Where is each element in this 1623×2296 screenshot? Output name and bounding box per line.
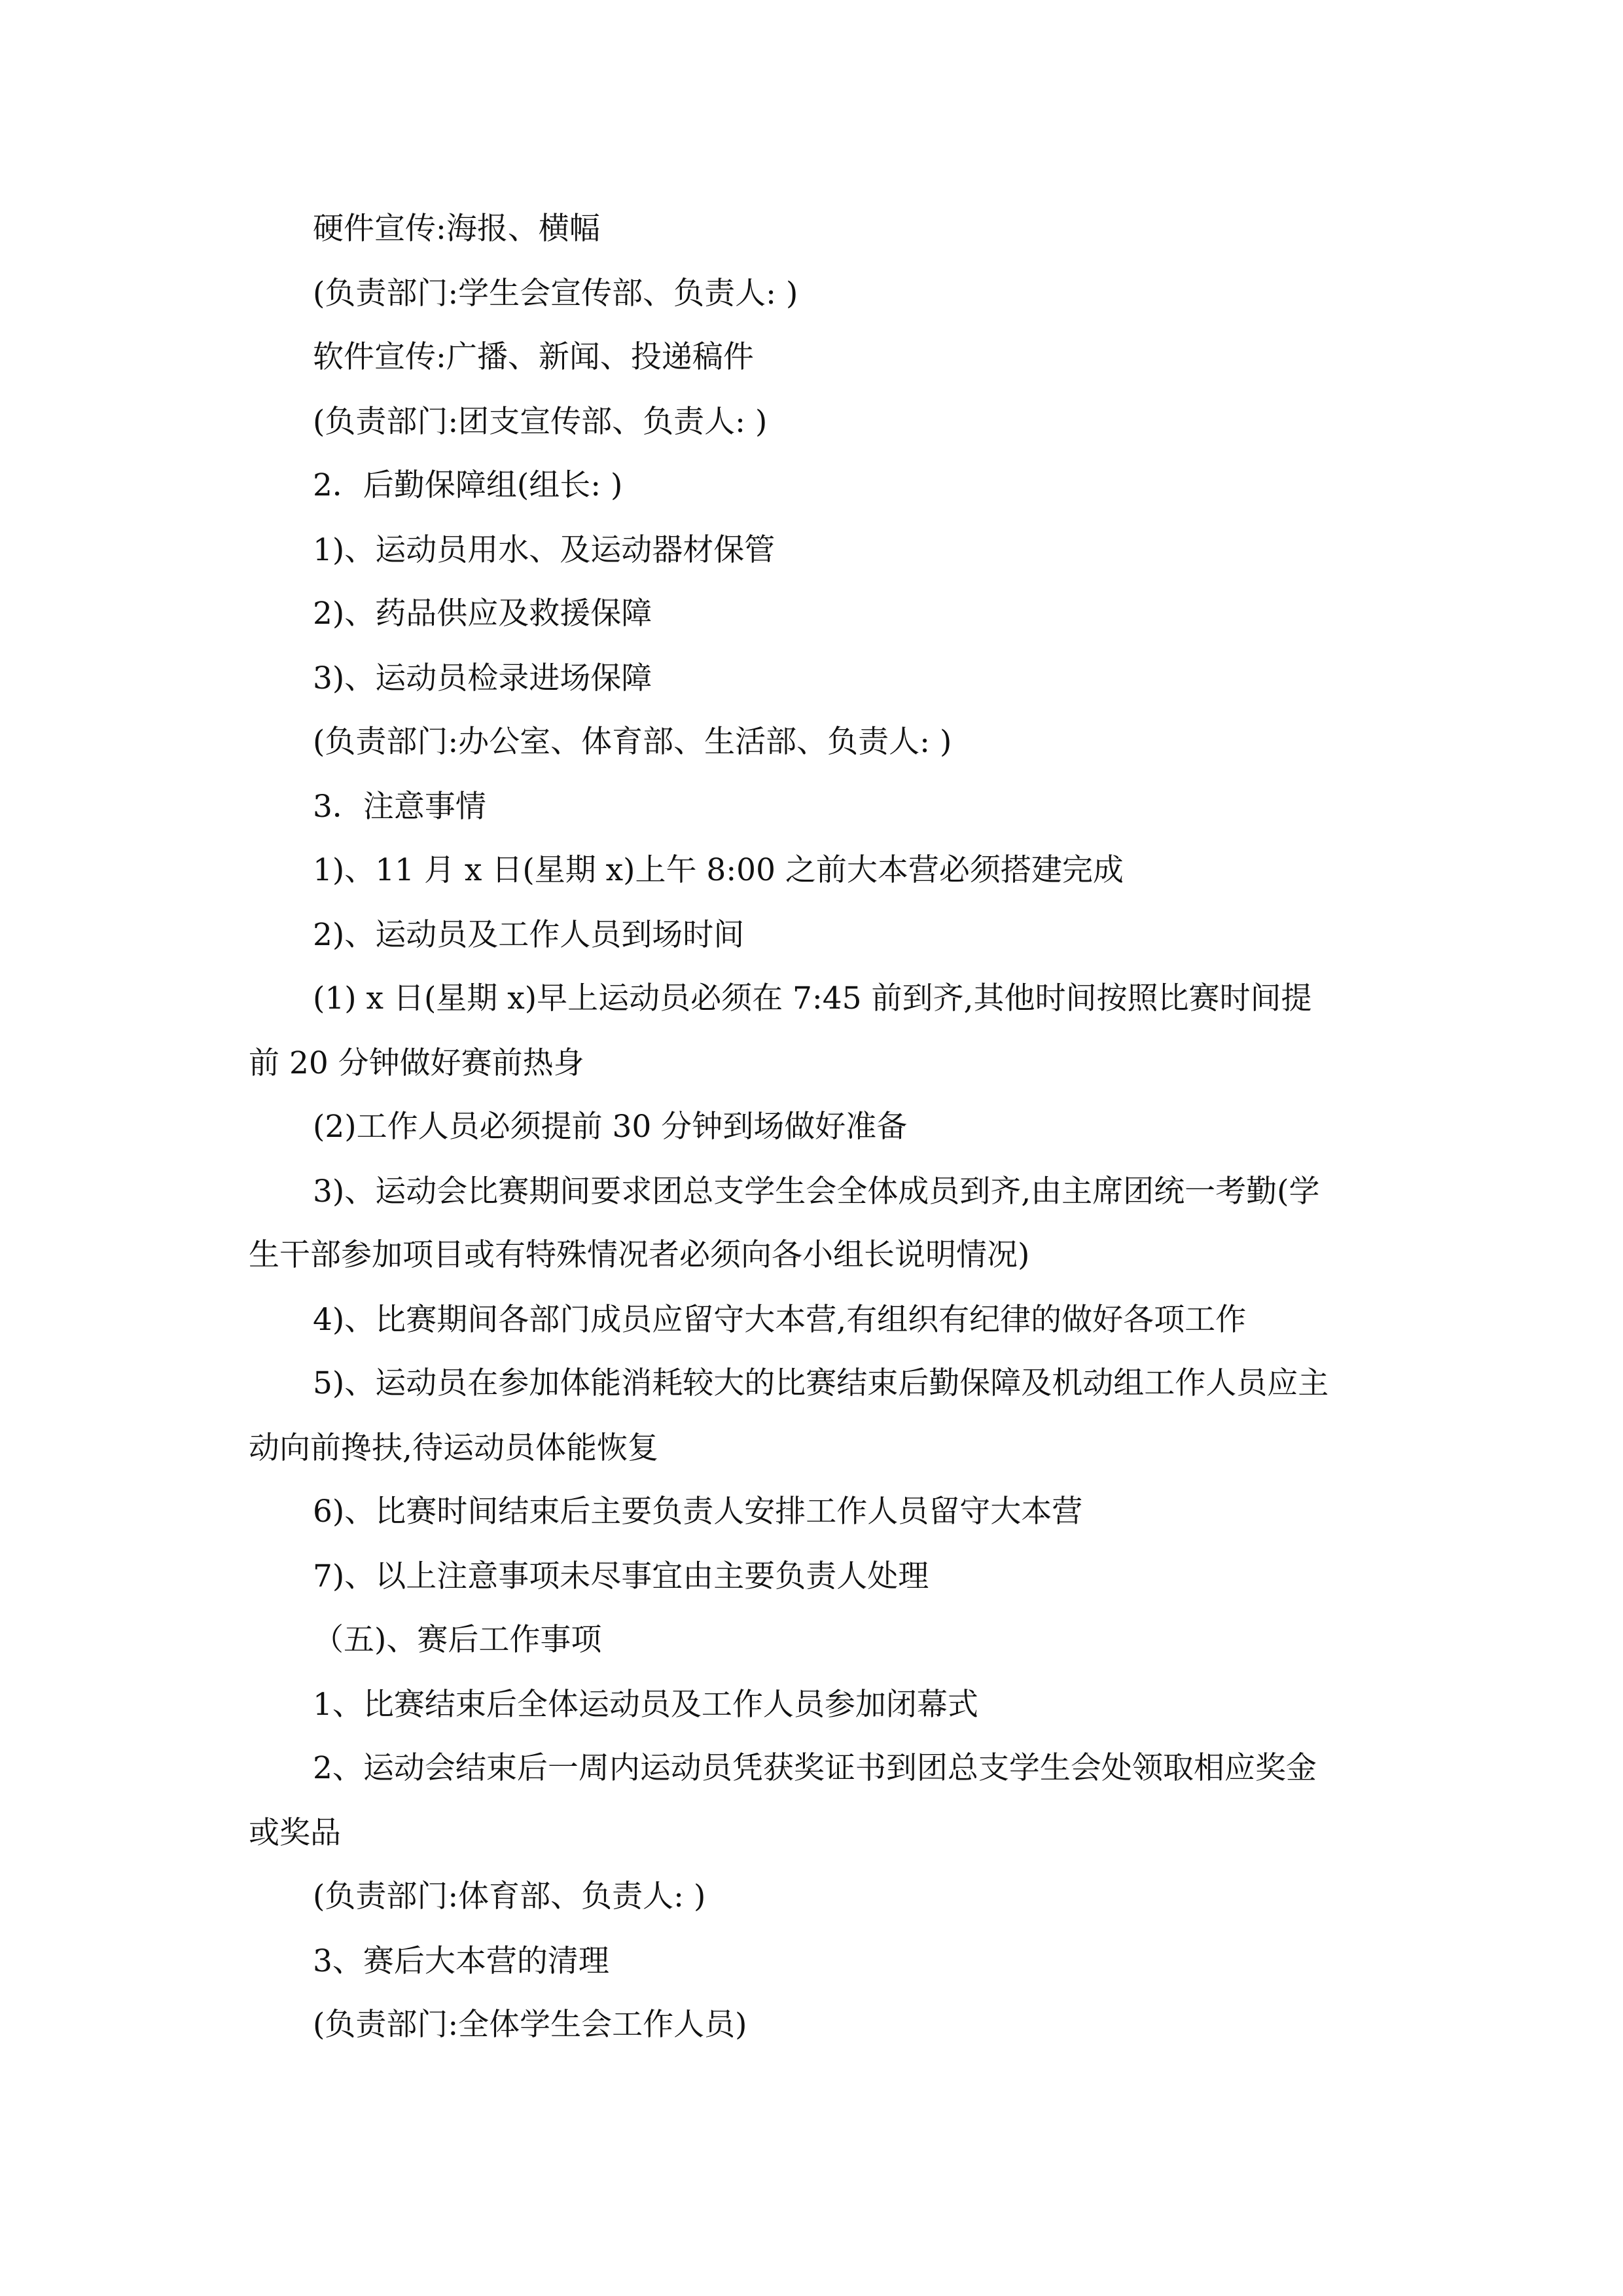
line-logistics-item-1: 1)、运动员用水、及运动器材保管	[313, 532, 776, 568]
line-note-7: 7)、以上注意事项未尽事宜由主要负责人处理	[313, 1558, 929, 1594]
line-dept-sports: (负责部门:体育部、负责人: )	[313, 1878, 706, 1914]
line-dept-publicity-league: (负责部门:团支宣传部、负责人: )	[313, 404, 768, 440]
line-note-2-sub-1-cont: 前 20 分钟做好赛前热身	[249, 1045, 584, 1081]
line-note-2: 2)、运动员及工作人员到场时间	[313, 917, 745, 953]
line-post-match-3: 3、赛后大本营的清理	[313, 1943, 609, 1979]
line-note-2-sub-1: (1) x 日(星期 x)早上运动员必须在 7:45 前到齐,其他时间按照比赛时间提	[313, 980, 1312, 1016]
line-note-2-sub-2: (2)工作人员必须提前 30 分钟到场做好准备	[313, 1109, 908, 1145]
line-post-match-heading: （五)、赛后工作事项	[313, 1622, 602, 1658]
line-dept-all-staff: (负责部门:全体学生会工作人员)	[313, 2007, 747, 2043]
line-logistics-group: 2．后勤保障组(组长: )	[313, 467, 623, 503]
line-notes-heading: 3．注意事情	[313, 789, 486, 825]
line-note-3-cont: 生干部参加项目或有特殊情况者必须向各小组长说明情况)	[249, 1237, 1030, 1273]
line-logistics-item-2: 2)、药品供应及救援保障	[313, 596, 652, 632]
line-post-match-1: 1、比赛结束后全体运动员及工作人员参加闭幕式	[313, 1687, 978, 1723]
line-post-match-2-cont: 或奖品	[249, 1815, 341, 1851]
line-note-4: 4)、比赛期间各部门成员应留守大本营,有组织有纪律的做好各项工作	[313, 1302, 1247, 1338]
line-hardware-publicity: 硬件宣传:海报、横幅	[313, 211, 600, 247]
line-note-5: 5)、运动员在参加体能消耗较大的比赛结束后勤保障及机动组工作人员应主	[313, 1365, 1329, 1401]
line-dept-publicity-su: (负责部门:学生会宣传部、负责人: )	[313, 276, 798, 312]
line-software-publicity: 软件宣传:广播、新闻、投递稿件	[313, 339, 754, 375]
line-note-6: 6)、比赛时间结束后主要负责人安排工作人员留守大本营	[313, 1494, 1083, 1530]
line-note-5-cont: 动向前搀扶,待运动员体能恢复	[249, 1430, 658, 1466]
line-note-3: 3)、运动会比赛期间要求团总支学生会全体成员到齐,由主席团统一考勤(学	[313, 1174, 1320, 1210]
line-note-1: 1)、11 月 x 日(星期 x)上午 8:00 之前大本营必须搭建完成	[313, 852, 1124, 888]
line-post-match-2: 2、运动会结束后一周内运动员凭获奖证书到团总支学生会处领取相应奖金	[313, 1750, 1317, 1786]
line-dept-logistics: (负责部门:办公室、体育部、生活部、负责人: )	[313, 724, 952, 760]
line-logistics-item-3: 3)、运动员检录进场保障	[313, 660, 652, 696]
